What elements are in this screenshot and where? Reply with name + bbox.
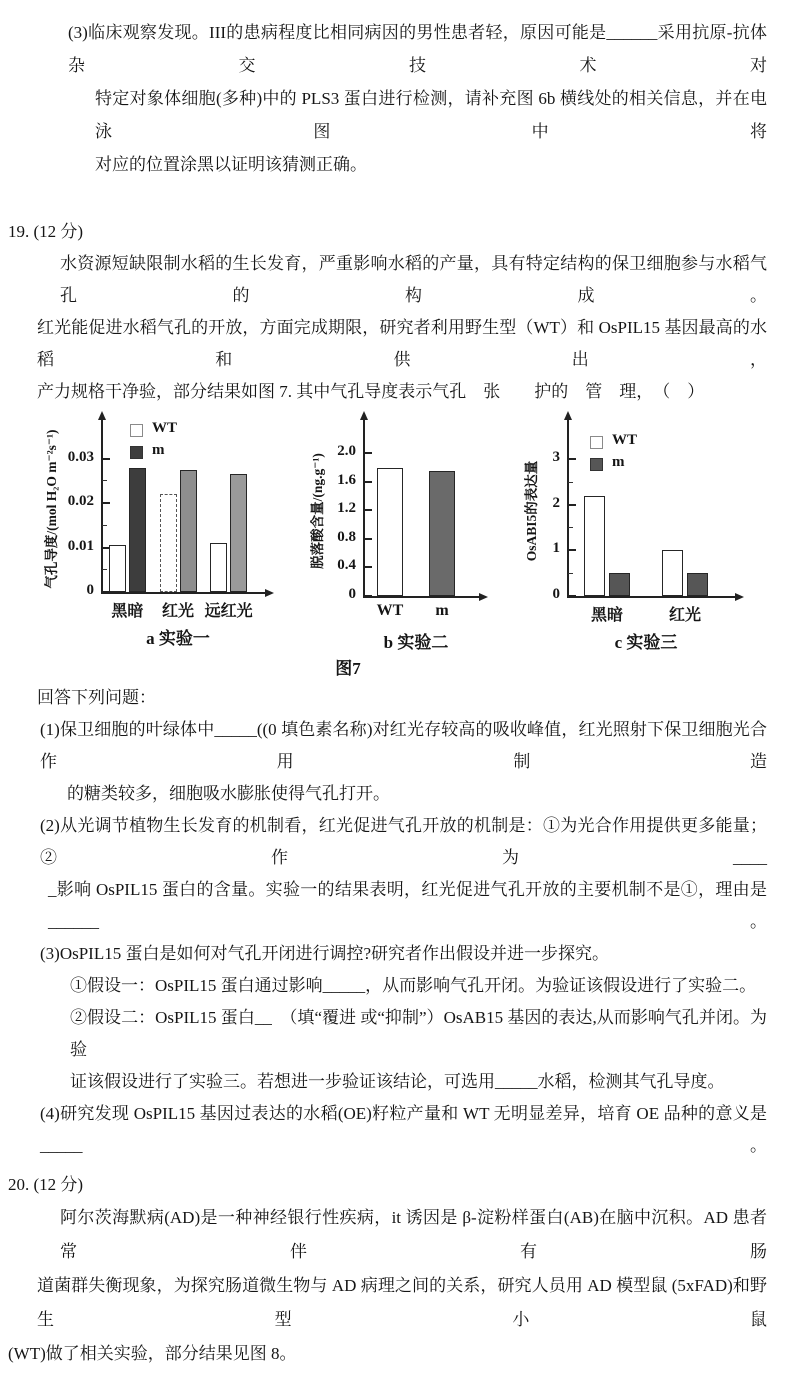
y-axis (567, 420, 569, 596)
x-category-label: 红光 (668, 607, 701, 624)
y-tick (568, 595, 576, 597)
bar (377, 468, 403, 596)
y-tick-label: 0 (348, 586, 356, 602)
y-minor-tick (102, 525, 107, 526)
y-axis-arrow (564, 411, 572, 420)
q19-item3-line: ②假设二：OsPIL15 蛋白__ （填“覆进 或“抑制”）OsAB15 基因的表达,从而影响气孔并闭。为验 (70, 1008, 767, 1059)
q19-intro-line: 红光能促进水稻气孔的开放，方面完成期限，研究者利用野生型（WT）和 OsPIL15 基因最高的水稻和供出， (37, 318, 767, 369)
y-minor-tick (568, 527, 573, 528)
x-axis (101, 592, 266, 594)
x-category-label: WT (376, 602, 404, 619)
q19-intro-line: 产力规格干净验，部分结果如图 7. 其中气孔导度表示气孔 张 护的 管 理， （ ） (37, 382, 705, 401)
bar (180, 470, 197, 592)
x-axis (363, 596, 480, 598)
y-tick (568, 504, 576, 506)
chart-experiment-3 (518, 414, 748, 654)
x-category-label: 黑暗 (111, 603, 144, 620)
q19-item1-line: 的糖类较多，细胞吸水膨胀使得气孔打开。 (67, 784, 390, 803)
y-axis-label: 脱落酸含量/(ng.g⁻¹) (310, 453, 325, 569)
y-tick-label: 0.02 (67, 493, 94, 510)
chart-experiment-1 (38, 414, 278, 650)
y-tick (364, 452, 372, 454)
chart-experiment-2 (304, 414, 492, 654)
y-tick-label: 1.2 (337, 500, 356, 517)
y-tick-label: 1 (552, 540, 560, 557)
chart-caption: b 实验二 (383, 633, 449, 652)
y-minor-tick (102, 480, 107, 481)
bar (109, 545, 126, 592)
x-category-label: 红光 (161, 603, 194, 620)
figure-caption: 图7 (335, 659, 361, 678)
y-minor-tick (568, 482, 573, 483)
bar (129, 468, 146, 592)
y-tick-label: 0.03 (67, 448, 94, 465)
x-category-label: 远红光 (204, 603, 253, 620)
bar (210, 543, 227, 592)
y-axis-arrow (98, 411, 106, 420)
y-tick-label: 0.8 (337, 528, 356, 545)
y-tick-label: 2 (552, 494, 560, 511)
q20-line: 阿尔茨海默病(AD)是一种神经银行性疾病，it 诱因是 β-淀粉样蛋白(AB)在脑中沉积。AD 患者常伴有肠 (60, 1208, 767, 1261)
q18-3-line: (3)临床观察发现。III的患病程度比相同病因的男性患者轻，原因可能是______采用抗原-抗体杂交技术对 (68, 23, 767, 75)
x-category-label: m (435, 602, 449, 619)
legend-swatch-WT (590, 436, 603, 449)
y-tick (364, 538, 372, 540)
y-tick-label: 3 (552, 449, 560, 466)
q18-3-line: 特定对象体细胞(多种)中的 PLS3 蛋白进行检测，请补充图 6b 横线处的相关信息，并在电泳图中将 (95, 89, 767, 141)
y-tick (568, 458, 576, 460)
x-axis-arrow (479, 593, 488, 601)
q20-header: 20. (12 分) (8, 1175, 84, 1194)
bar (160, 494, 177, 592)
q18-3-line: 对应的位置涂黑以证明该猜测正确。 (95, 155, 367, 174)
y-tick (364, 595, 372, 597)
y-minor-tick (568, 573, 573, 574)
q20-line: 道菌群失衡现象，为探究肠道微生物与 AD 病理之间的关系，研究人员用 AD 模型鼠 (5xFAD)和野生型小鼠 (37, 1276, 767, 1329)
legend-swatch-WT (130, 424, 143, 437)
bar (230, 474, 247, 592)
y-tick-label: 2.0 (337, 443, 356, 460)
legend-swatch-m (130, 446, 143, 459)
q19-item4-line: (4)研究发现 OsPIL15 基因过表达的水稻(OE)籽粒产量和 WT 无明显差异，培育 OE 品种的意义是_____。 (40, 1104, 767, 1155)
y-tick-label: 0.4 (337, 557, 356, 574)
y-tick-label: 1.6 (337, 471, 356, 488)
q19-item3-line: ①假设一：OsPIL15 蛋白通过影响_____，从而影响气孔开闭。为验证该假设进行了实验二。 (70, 976, 757, 995)
q19-intro-line: 水资源短缺限制水稻的生长发育，严重影响水稻的产量，具有特定结构的保卫细胞参与水稻气孔的构成。 (60, 254, 767, 305)
x-axis-arrow (735, 593, 744, 601)
bar (662, 550, 683, 596)
figure-7 (38, 414, 767, 654)
legend-label: WT (152, 420, 178, 436)
legend-swatch-m (590, 458, 603, 471)
q20-line: (WT)做了相关实验，部分结果见图 8。 (8, 1344, 297, 1363)
y-axis-label: OsABI5的表达量 (524, 460, 539, 562)
legend-label: m (612, 454, 625, 470)
y-tick-label: 0 (86, 582, 94, 598)
y-minor-tick (102, 569, 107, 570)
y-tick (364, 481, 372, 483)
x-category-label: 黑暗 (590, 607, 623, 624)
legend-label: WT (612, 432, 638, 448)
x-axis-arrow (265, 589, 274, 597)
q19-item2-line: (2)从光调节植物生长发育的机制看，红光促进气孔开放的机制是：①为光合作用提供更多能量；②作为____ (40, 816, 767, 867)
bar (687, 573, 708, 596)
y-tick (568, 549, 576, 551)
y-tick-label: 0 (552, 586, 560, 602)
bar (609, 573, 630, 596)
q19-header: 19. (12 分) (8, 222, 84, 241)
chart-caption: a 实验一 (146, 629, 210, 648)
q19-item3-line: (3)OsPIL15 蛋白是如何对气孔开闭进行调控?研究者作出假设并进一步探究。 (40, 944, 610, 963)
legend-label: m (152, 442, 165, 458)
q19-item2-line: _影响 OsPIL15 蛋白的含量。实验一的结果表明，红光促进气孔开放的主要机制不是①，理由是______。 (48, 880, 767, 931)
y-tick (102, 502, 110, 504)
bar (584, 496, 605, 596)
bar (429, 471, 455, 596)
y-axis-arrow (360, 411, 368, 420)
answer-prompt: 回答下列问题： (37, 688, 156, 707)
y-tick (102, 458, 110, 460)
y-axis-label: 气孔导度/(mol H₂O m⁻²s⁻¹) (44, 429, 59, 589)
y-axis (363, 420, 365, 596)
y-tick (364, 566, 372, 568)
chart-caption: c 实验三 (614, 633, 678, 652)
y-tick-label: 0.01 (67, 537, 94, 554)
y-axis (101, 420, 103, 592)
q19-item1-line: (1)保卫细胞的叶绿体中_____((0 填色素名称)对红光存较高的吸收峰值，红光照射下保卫细胞光合作用制造 (40, 720, 767, 771)
q19-item3-line: 证该假设进行了实验三。若想进一步验证该结论，可选用_____水稻，检测其气孔导度。 (70, 1072, 725, 1091)
x-axis (567, 596, 736, 598)
y-tick (364, 509, 372, 511)
